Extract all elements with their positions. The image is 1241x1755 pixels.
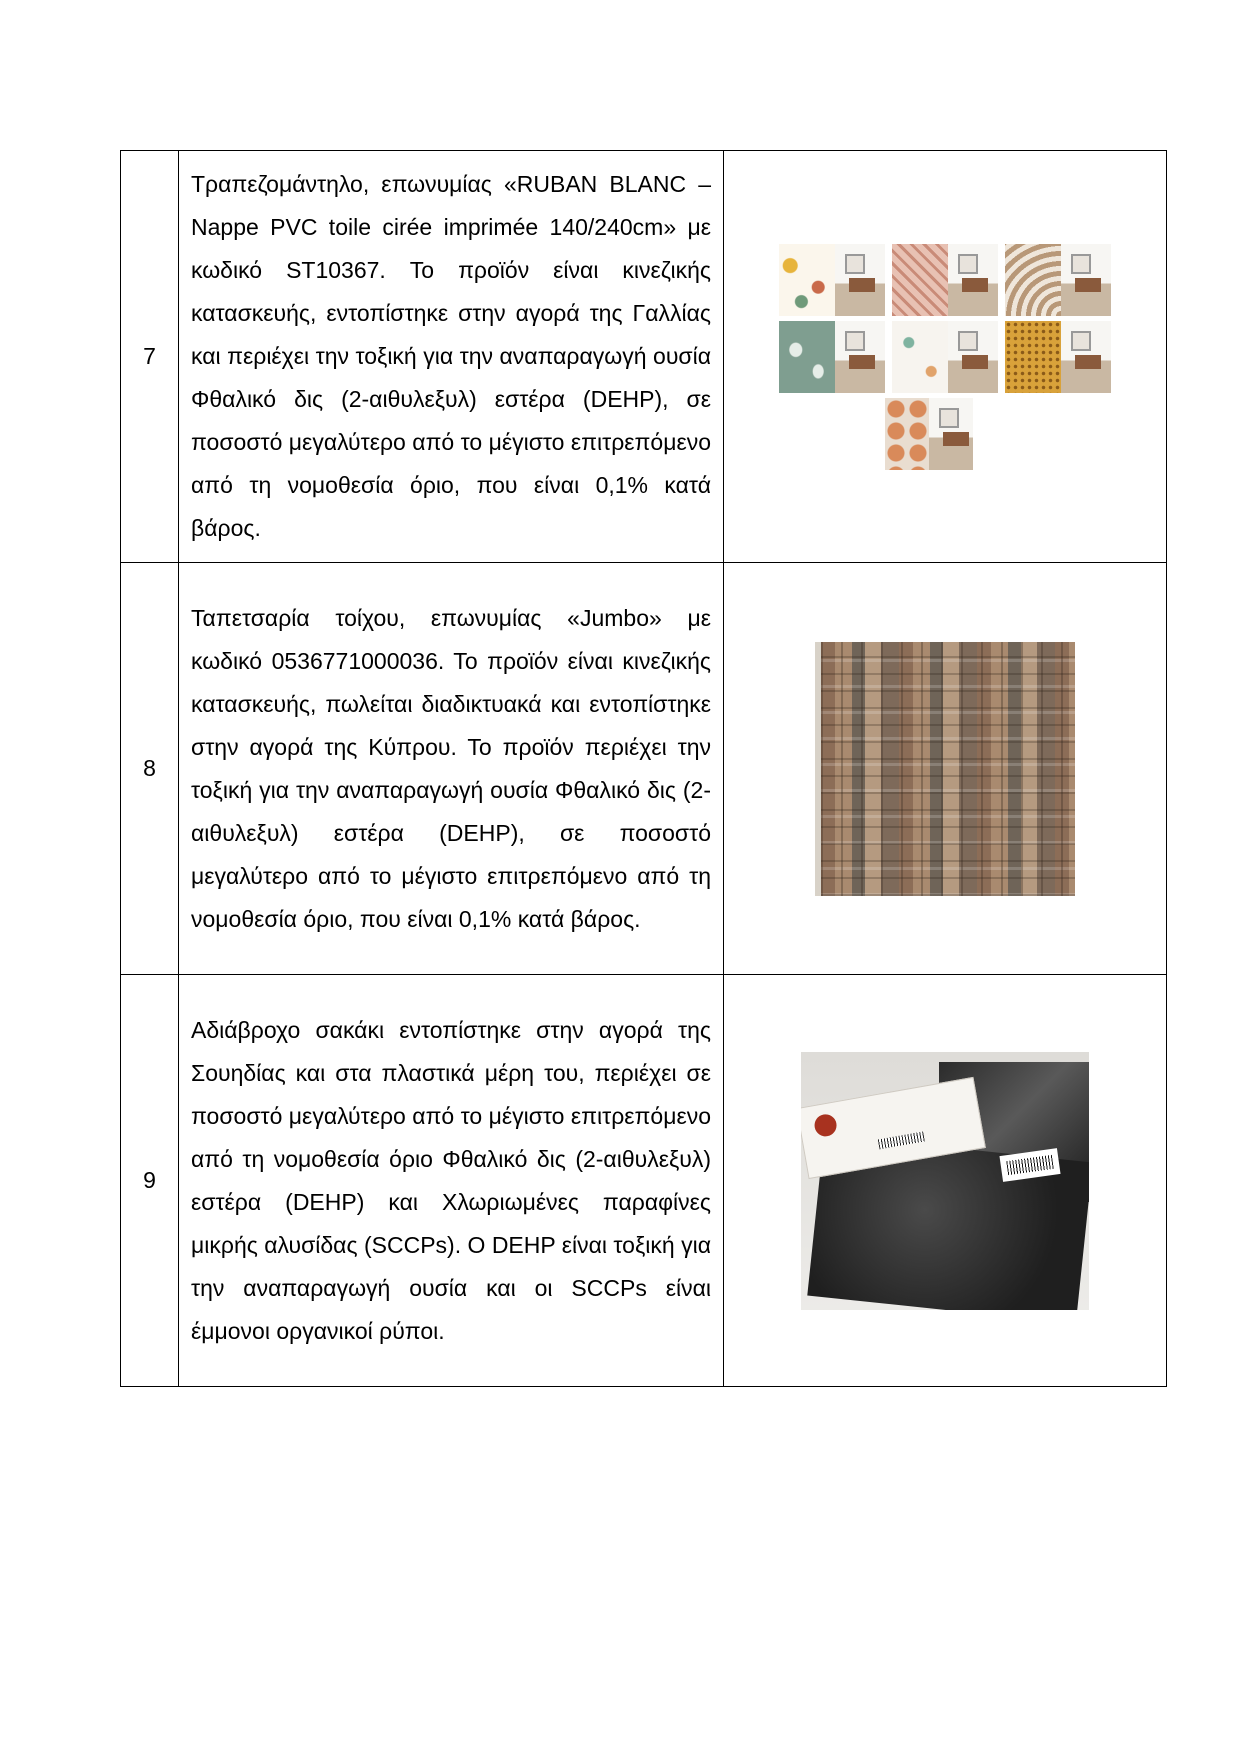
description-text: Ταπετσαρία τοίχου, επωνυμίας «Jumbo» με κωδικό 0536771000036. Το προϊόν είναι κινεζικής κατασκευής, πωλείται διαδικτυακά και εντοπίστηκε στην αγορά της Κύπρου. Το προϊόν περιέχει την τοξική για την αναπαραγωγή ουσία Φθαλικό δις (2-αιθυλεξυλ) εστέρα (DEHP), σε ποσοστό μεγαλύτερο από το μέγιστο επιτρεπόμενο από τη νομοθεσία όριο, που είναι 0,1% κατά βάρος. [191,604,711,932]
description-text: Αδιάβροχο σακάκι εντοπίστηκε στην αγορά της Σουηδίας και στα πλαστικά μέρη του, περιέχει σε ποσοστό μεγαλύτερο από το μέγιστο επιτρεπόμενο από τη νομοθεσία όριο Φθαλικό δις (2-αιθυλεξυλ) εστέρα (DEHP) και Χλωριωμένες παραφίνες μικρής αλυσίδας (SCCPs). Ο DEHP είναι τοξική για την αναπαραγωγή ουσία και οι SCCPs είναι έμμονοι οργανικοί ρύποι. [191,1016,711,1344]
product-image-raincoat [724,975,1167,1387]
raincoat-photo [801,1052,1089,1310]
row-description [179,151,724,563]
table-row [121,563,1167,975]
products-table [120,150,1167,1387]
pattern-thumbnail [885,398,973,470]
row-description [179,975,724,1387]
pattern-thumbnail [892,321,998,393]
table-row [121,151,1167,563]
product-image-tablecloth [724,151,1167,563]
row-number: 9 [121,975,179,1387]
pattern-thumbnail [779,244,885,316]
description-text: Τραπεζομάντηλο, επωνυμίας «RUBAN BLANC – Nappe PVC toile cirée imprimée 140/240cm» με κωδικό ST10367. Το προϊόν είναι κινεζικής κατασκευής, εντοπίστηκε στην αγορά της Γαλλίας και περιέχει την τοξική για την αναπαραγωγή ουσία Φθαλικό δις (2-αιθυλεξυλ) εστέρα (DEHP), σε ποσοστό μεγαλύτερο από το μέγιστο επιτρεπόμενο από τη νομοθεσία όριο, που είναι 0,1% κατά βάρος. [191,171,711,541]
row-number: 8 [121,563,179,975]
pattern-thumbnail [1005,321,1111,393]
table-row [121,975,1167,1387]
tablecloth-pattern-thumbnails [779,244,1111,470]
pattern-thumbnail [1005,244,1111,316]
product-image-wallpaper [724,563,1167,975]
pattern-thumbnail [779,321,885,393]
row-description [179,563,724,975]
pattern-thumbnail [892,244,998,316]
row-number: 7 [121,151,179,563]
stone-wallpaper-roll [815,642,1075,896]
